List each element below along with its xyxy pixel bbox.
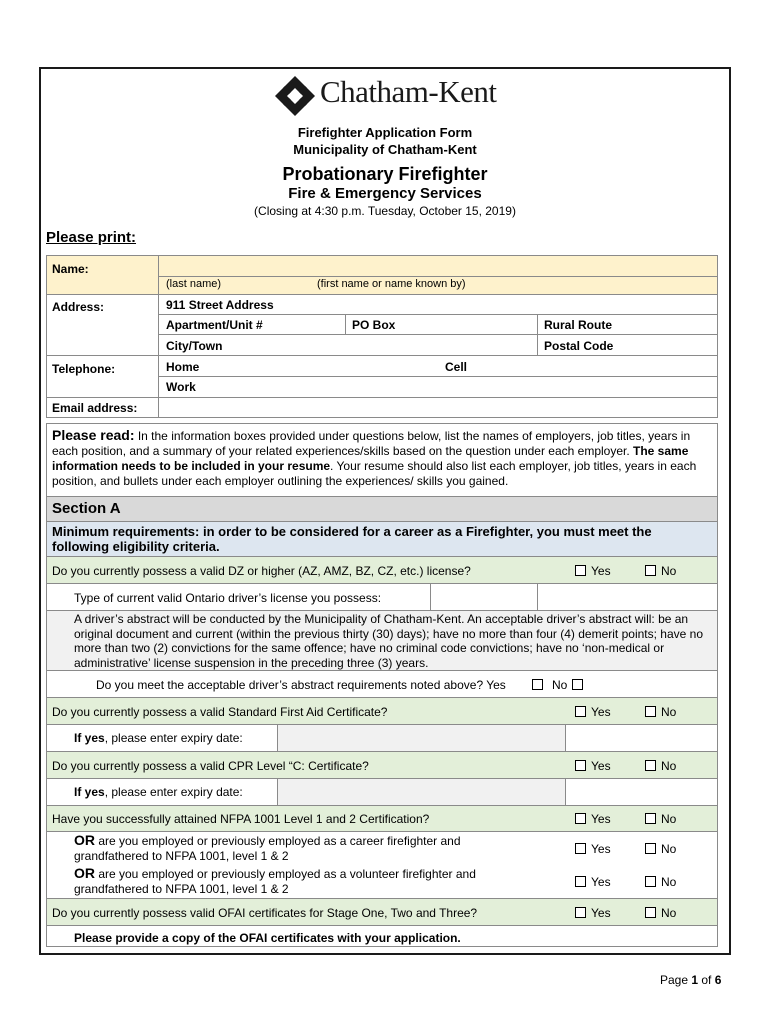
first-aid-no-checkbox[interactable] <box>645 706 656 717</box>
please-print-heading: Please print: <box>46 229 137 246</box>
cell-phone-field[interactable]: Cell <box>445 360 468 374</box>
nfpa-yes-label: Yes <box>591 812 611 826</box>
cpr-no-label: No <box>661 759 677 773</box>
email-label: Email address: <box>52 401 138 415</box>
first-aid-question: Do you currently possess a valid Standard First Aid Certificate? <box>52 705 388 719</box>
career-no-checkbox[interactable] <box>645 843 656 854</box>
department-title: Fire & Emergency Services <box>288 185 482 202</box>
cpr-expiry-label: If yes, please enter expiry date: <box>74 785 243 799</box>
volunteer-no-checkbox[interactable] <box>645 876 656 887</box>
nfpa-no-label: No <box>661 812 677 826</box>
postal-code-field[interactable]: Postal Code <box>544 339 614 353</box>
street-address-field[interactable]: 911 Street Address <box>166 298 274 312</box>
license-question: Do you currently possess a valid DZ or higher (AZ, AMZ, BZ, CZ, etc.) license? <box>52 564 471 578</box>
please-read-paragraph: Please read: In the information boxes provided under questions below, list the names of employers, job titles, years in each position, and a summary of your related experiences/skills based on the question under each employer. The same information needs to be included in your resume. Your resume should also list each employer, job titles, years in each position, and bullets under each employer outlining the experiences/ skills you gained. <box>52 427 697 488</box>
ofai-yes-label: Yes <box>591 906 611 920</box>
or-volunteer-text: OR are you employed or previously employed as a volunteer firefighter and grandfathered to NFPA 1001, level 1 & 2 <box>74 865 476 896</box>
volunteer-yes-checkbox[interactable] <box>575 876 586 887</box>
name-label: Name: <box>52 262 89 276</box>
closing-date: (Closing at 4:30 p.m. Tuesday, October 15, 2019) <box>254 204 516 218</box>
nfpa-question: Have you successfully attained NFPA 1001 Level 1 and 2 Certification? <box>52 812 430 826</box>
license-yes-checkbox[interactable] <box>575 565 586 576</box>
first-name-hint: (first name or name known by) <box>317 278 466 290</box>
city-field[interactable]: City/Town <box>166 339 223 353</box>
abstract-no-label: No <box>552 678 568 692</box>
municipality-title: Municipality of Chatham-Kent <box>293 142 477 157</box>
career-no-label: No <box>661 842 677 856</box>
ofai-question: Do you currently possess valid OFAI certificates for Stage One, Two and Three? <box>52 906 478 920</box>
cpr-no-checkbox[interactable] <box>645 760 656 771</box>
rural-route-field[interactable]: Rural Route <box>544 318 613 332</box>
ofai-copy-note: Please provide a copy of the OFAI certificates with your application. <box>74 931 461 945</box>
cpr-expiry-input[interactable] <box>278 779 565 805</box>
abstract-yes-checkbox[interactable] <box>532 679 543 690</box>
first-aid-expiry-input[interactable] <box>278 725 565 751</box>
apartment-field[interactable]: Apartment/Unit # <box>166 318 263 332</box>
address-label: Address: <box>52 300 105 314</box>
nfpa-no-checkbox[interactable] <box>645 813 656 824</box>
work-phone-field[interactable]: Work <box>166 380 196 394</box>
license-no-checkbox[interactable] <box>645 565 656 576</box>
career-yes-label: Yes <box>591 842 611 856</box>
first-aid-no-label: No <box>661 705 677 719</box>
cpr-question: Do you currently possess a valid CPR Level “C: Certificate? <box>52 759 369 773</box>
logo-text: Chatham-Kent <box>320 74 497 109</box>
ofai-yes-checkbox[interactable] <box>575 907 586 918</box>
first-aid-expiry-label: If yes, please enter expiry date: <box>74 731 243 745</box>
career-yes-checkbox[interactable] <box>575 843 586 854</box>
cpr-yes-label: Yes <box>591 759 611 773</box>
name-input[interactable] <box>159 257 717 276</box>
ofai-no-label: No <box>661 906 677 920</box>
please-read-heading: Please read: <box>52 427 135 443</box>
last-name-hint: (last name) <box>166 278 222 290</box>
nfpa-yes-checkbox[interactable] <box>575 813 586 824</box>
abstract-info: A driver’s abstract will be conducted by the Municipality of Chatham-Kent. An acceptable driver’s abstract will: be an original document and current (within the previous thirty (30) days); have no more than four (4) demerit points; have no more than two (2) convictions for the same offence; have no criminal code convictions; have no ‘non-medical or administrative’ license suspension in the preceding three (3) years. <box>74 612 703 670</box>
first-aid-yes-checkbox[interactable] <box>575 706 586 717</box>
section-a-header <box>47 497 717 521</box>
chatham-kent-logo <box>272 73 502 119</box>
position-title: Probationary Firefighter <box>282 164 488 184</box>
home-phone-field[interactable]: Home <box>166 360 200 374</box>
form-title: Firefighter Application Form <box>297 125 473 140</box>
license-yes-label: Yes <box>591 564 611 578</box>
cpr-yes-checkbox[interactable] <box>575 760 586 771</box>
ofai-no-checkbox[interactable] <box>645 907 656 918</box>
requirements-intro: Minimum requirements: in order to be considered for a career as a Firefighter, you must meet the following eligibility criteria. <box>52 524 652 554</box>
abstract-question: Do you meet the acceptable driver’s abstract requirements noted above? Yes <box>96 678 506 692</box>
logo-mark-icon <box>272 73 318 119</box>
license-type-label: Type of current valid Ontario driver’s license you possess: <box>74 591 382 605</box>
email-input[interactable] <box>159 398 717 417</box>
license-no-label: No <box>661 564 677 578</box>
telephone-label: Telephone: <box>52 362 116 376</box>
license-type-input[interactable] <box>431 584 537 610</box>
or-career-text: OR are you employed or previously employed as a career firefighter and grandfathered to NFPA 1001, level 1 & 2 <box>74 832 461 863</box>
abstract-no-checkbox[interactable] <box>572 679 583 690</box>
volunteer-yes-label: Yes <box>591 875 611 889</box>
first-aid-yes-label: Yes <box>591 705 611 719</box>
page-number: Page 1 of 6 <box>660 973 722 987</box>
volunteer-no-label: No <box>661 875 677 889</box>
section-a-title: Section A <box>52 500 121 517</box>
po-box-field[interactable]: PO Box <box>352 318 396 332</box>
